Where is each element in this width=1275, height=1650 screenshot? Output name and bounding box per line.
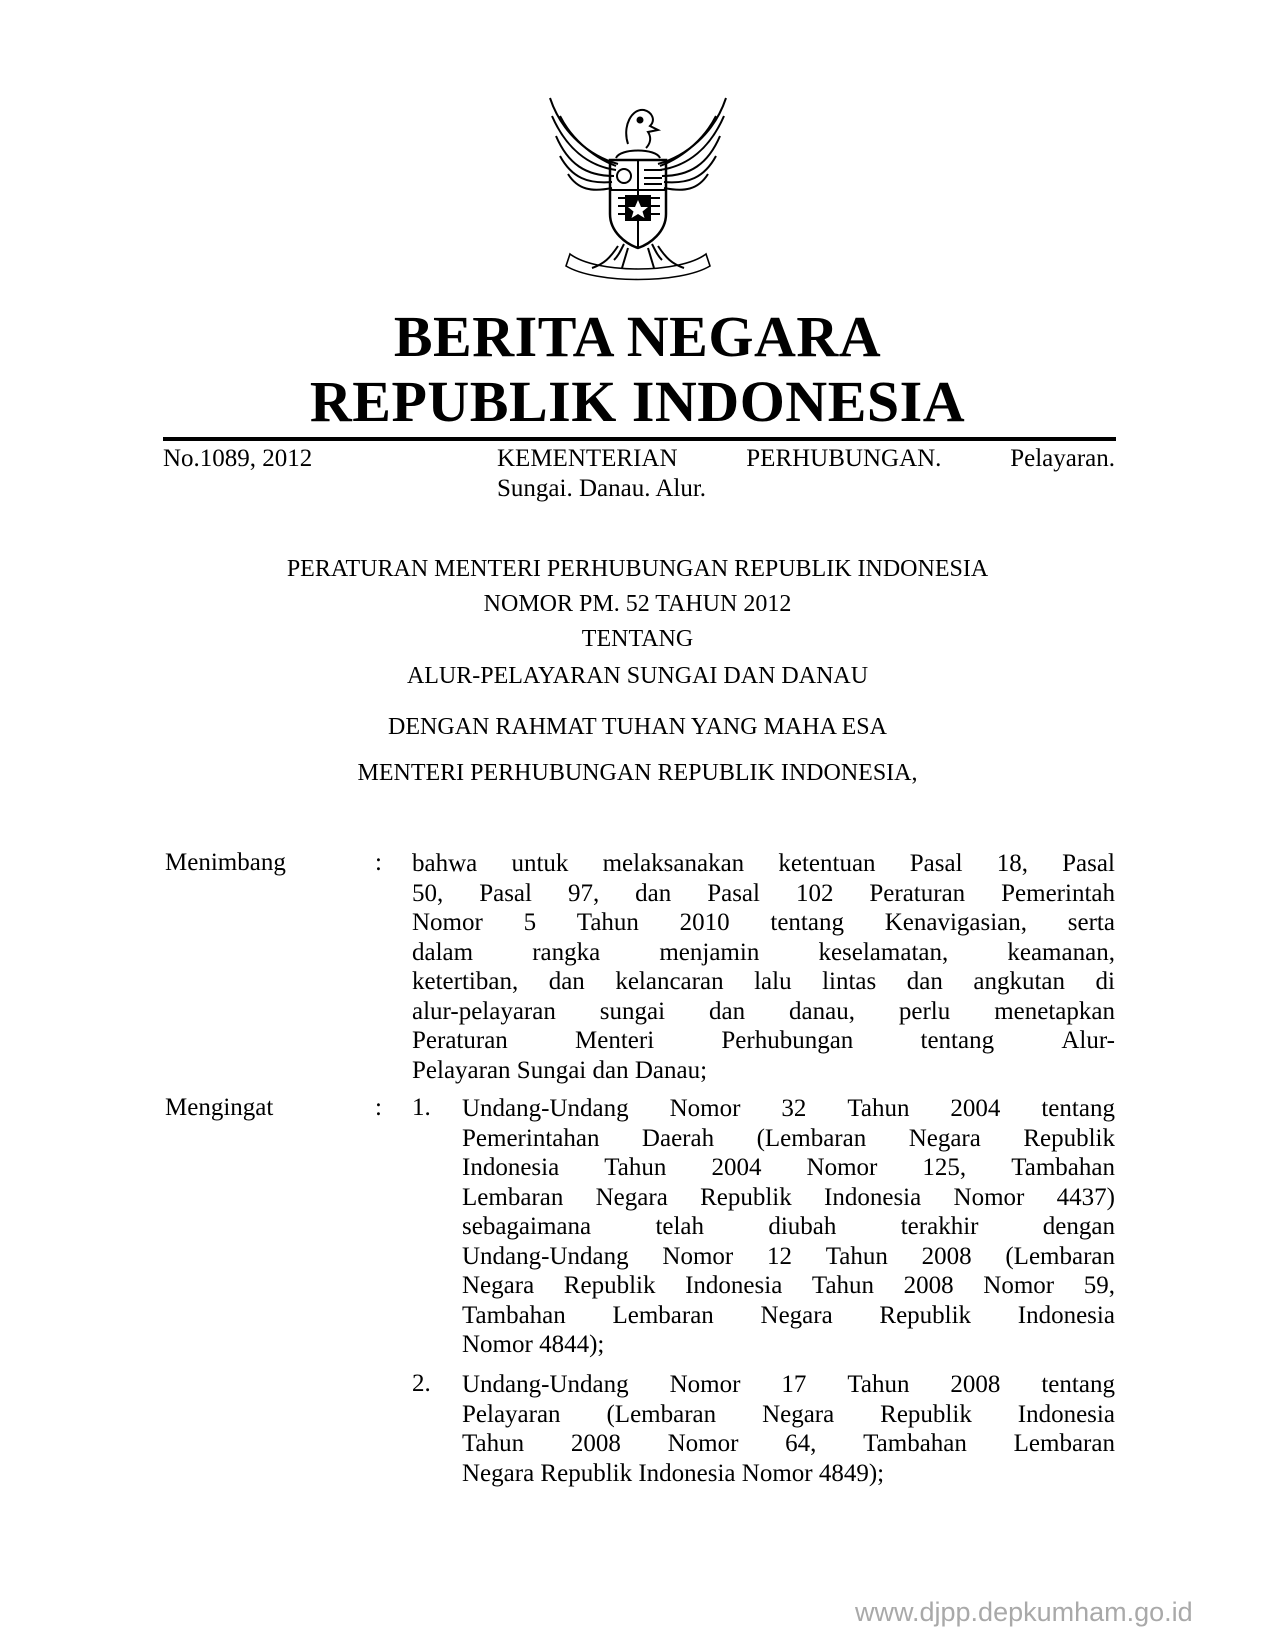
masthead-title-line1: BERITA NEGARA — [393, 304, 882, 369]
mengingat-colon: : — [375, 1094, 382, 1121]
justified-line: alur-pelayaran sungai dan danau, perlu menetapkan — [412, 997, 1115, 1025]
justified-line: Undang-Undang Nomor 32 Tahun 2004 tentang — [462, 1095, 1115, 1122]
item-number: 2. — [412, 1370, 431, 1397]
justified-line: Lembaran Negara Republik Indonesia Nomor 4437) — [462, 1183, 1115, 1211]
justified-line: Indonesia Tahun 2004 Nomor 125, Tambahan — [462, 1154, 1115, 1181]
masthead-title-line2: REPUBLIK INDONESIA — [309, 369, 966, 434]
justified-line: Tambahan Lembaran Negara Republik Indonesia — [462, 1301, 1115, 1329]
paragraph-last-line: Nomor 4844); — [462, 1331, 605, 1358]
mengingat-item-2 — [462, 1370, 1115, 1488]
justified-line: 50, Pasal 97, dan Pasal 102 Peraturan Pemerintah — [412, 879, 1115, 907]
category-word: KEMENTERIAN — [497, 445, 678, 472]
paragraph-last-line: Negara Republik Indonesia Nomor 4849); — [462, 1459, 885, 1487]
category-word: PERHUBUNGAN. — [746, 445, 942, 472]
item-number: 1. — [412, 1094, 431, 1121]
regulation-issuer: MENTERI PERHUBUNGAN REPUBLIK INDONESIA, — [357, 760, 918, 786]
source-watermark: www.djpp.depkumham.go.id — [855, 1597, 1193, 1627]
garuda-pancasila-emblem-icon — [540, 86, 736, 286]
justified-line: Peraturan Menteri Perhubungan tentang Alur- — [412, 1027, 1115, 1054]
regulation-invocation: DENGAN RAHMAT TUHAN YANG MAHA ESA — [388, 714, 887, 740]
document-number: No.1089, 2012 — [163, 445, 313, 472]
regulation-title: PERATURAN MENTERI PERHUBUNGAN REPUBLIK INDONESIA — [286, 556, 989, 582]
menimbang-label: Menimbang — [165, 849, 286, 876]
document-category — [497, 444, 1115, 504]
category-line2: Sungai. Danau. Alur. — [497, 475, 707, 502]
justified-line: Undang-Undang Nomor 17 Tahun 2008 tentang — [462, 1371, 1115, 1398]
justified-line: Undang-Undang Nomor 12 Tahun 2008 (Lembaran — [462, 1242, 1115, 1270]
justified-line: Pemerintahan Daerah (Lembaran Negara Republik — [462, 1124, 1115, 1152]
regulation-subject: ALUR-PELAYARAN SUNGAI DAN DANAU — [406, 663, 869, 689]
menimbang-paragraph — [412, 849, 1115, 1085]
justified-line: bahwa untuk melaksanakan ketentuan Pasal 18, Pasal — [412, 850, 1115, 877]
justified-line: dalam rangka menjamin keselamatan, keamanan, — [412, 938, 1115, 966]
justified-line: sebagaimana telah diubah terakhir dengan — [462, 1213, 1115, 1240]
justified-line: Negara Republik Indonesia Tahun 2008 Nomor 59, — [462, 1272, 1115, 1299]
justified-line: Tahun 2008 Nomor 64, Tambahan Lembaran — [462, 1430, 1115, 1457]
justified-line: Nomor 5 Tahun 2010 tentang Kenavigasian, serta — [412, 909, 1115, 936]
mengingat-label: Mengingat — [165, 1094, 274, 1121]
paragraph-last-line: Pelayaran Sungai dan Danau; — [412, 1056, 708, 1084]
justified-line: Pelayaran (Lembaran Negara Republik Indonesia — [462, 1400, 1115, 1428]
menimbang-colon: : — [375, 849, 382, 876]
category-word: Pelayaran. — [1010, 445, 1115, 472]
masthead-divider — [163, 437, 1116, 441]
regulation-number: NOMOR PM. 52 TAHUN 2012 — [483, 591, 792, 617]
justified-line: ketertiban, dan kelancaran lalu lintas dan angkutan di — [412, 968, 1115, 995]
mengingat-item-1 — [462, 1094, 1115, 1360]
regulation-tentang: TENTANG — [581, 626, 694, 652]
